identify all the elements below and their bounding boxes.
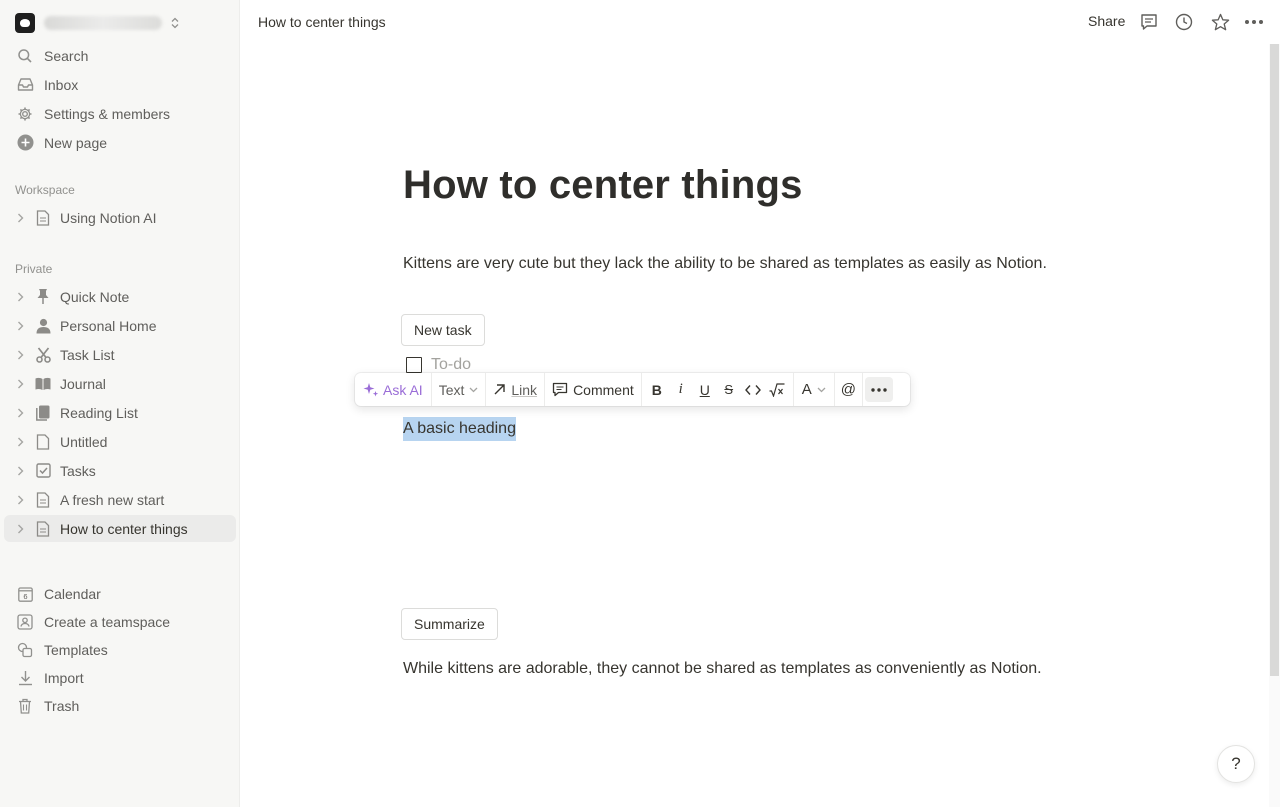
underline-button[interactable]: U xyxy=(699,381,710,398)
sidebar-inbox[interactable] xyxy=(4,71,236,98)
text-color-label: A xyxy=(801,381,812,398)
sidebar-page-tasks[interactable] xyxy=(4,457,236,484)
sidebar-new-page-label: New page xyxy=(44,134,108,151)
sidebar-new-page[interactable] xyxy=(4,129,236,156)
new-task-button[interactable]: New task xyxy=(401,314,485,346)
sidebar-page-label: A fresh new start xyxy=(60,491,165,508)
italic-button[interactable]: i xyxy=(678,381,683,397)
workspace-name-blurred xyxy=(44,16,162,30)
sidebar-page-label: Journal xyxy=(60,375,106,392)
plus-circle-icon xyxy=(16,134,34,152)
page-title[interactable]: How to center things xyxy=(403,163,803,207)
workspace-section-label: Workspace xyxy=(15,183,75,197)
sidebar-import[interactable] xyxy=(4,665,236,691)
search-icon xyxy=(16,47,34,65)
chevron-right-icon[interactable] xyxy=(14,350,26,360)
sidebar-page-using-notion-ai[interactable] xyxy=(4,204,236,231)
help-button[interactable]: ? xyxy=(1217,745,1255,783)
sidebar-page-a-fresh-new-start[interactable] xyxy=(4,486,236,513)
comments-icon[interactable] xyxy=(1138,11,1160,33)
sidebar xyxy=(0,0,240,807)
sidebar-calendar[interactable] xyxy=(4,581,236,607)
comment-icon xyxy=(552,382,568,397)
todo-placeholder[interactable]: To-do xyxy=(431,356,472,373)
todo-block[interactable] xyxy=(406,356,471,374)
sidebar-page-quick-note[interactable] xyxy=(4,283,236,310)
sidebar-page-reading-list[interactable] xyxy=(4,399,236,426)
code-icon xyxy=(745,384,761,396)
scrollbar-thumb[interactable] xyxy=(1270,44,1279,676)
sidebar-templates-label: Templates xyxy=(44,642,108,658)
sidebar-settings[interactable] xyxy=(4,100,236,127)
toolbar-divider xyxy=(641,373,642,406)
pin-icon xyxy=(34,288,52,306)
sidebar-trash[interactable] xyxy=(4,693,236,719)
book-icon xyxy=(34,375,52,393)
private-section-label: Private xyxy=(15,262,53,276)
summarize-button[interactable]: Summarize xyxy=(401,608,498,640)
ask-ai-label: Ask AI xyxy=(383,381,423,398)
sidebar-page-label: Untitled xyxy=(60,433,108,450)
bold-button[interactable]: B xyxy=(651,381,662,398)
sidebar-page-label: Using Notion AI xyxy=(60,209,157,226)
sidebar-page-label: Quick Note xyxy=(60,288,130,305)
comment-label: Comment xyxy=(573,381,634,398)
workspace-logo xyxy=(15,13,35,33)
chevron-right-icon[interactable] xyxy=(14,292,26,302)
sidebar-page-journal[interactable] xyxy=(4,370,236,397)
sidebar-page-label: How to center things xyxy=(60,520,188,537)
more-options-icon[interactable] xyxy=(1243,11,1265,33)
chevron-down-icon xyxy=(817,387,826,393)
text-type-dropdown[interactable] xyxy=(432,373,486,406)
sidebar-page-untitled[interactable] xyxy=(4,428,236,455)
gear-icon xyxy=(16,105,34,123)
calendar-icon xyxy=(16,585,34,603)
square-root-icon xyxy=(769,383,785,397)
sidebar-trash-label: Trash xyxy=(44,698,80,714)
chevron-right-icon[interactable] xyxy=(14,408,26,418)
chevron-right-icon[interactable] xyxy=(14,437,26,447)
code-button[interactable] xyxy=(741,373,765,406)
text-color-button[interactable] xyxy=(794,373,834,406)
chevron-right-icon[interactable] xyxy=(14,379,26,389)
sidebar-settings-label: Settings & members xyxy=(44,105,171,122)
chevron-updown-icon xyxy=(170,17,180,29)
link-button[interactable] xyxy=(486,373,544,406)
paragraph-block[interactable]: While kittens are adorable, they cannot be shared as templates as conveniently as Notion. xyxy=(403,660,1042,677)
sidebar-page-label: Reading List xyxy=(60,404,138,421)
chevron-right-icon[interactable] xyxy=(14,321,26,331)
inline-format-toolbar xyxy=(355,373,910,406)
selected-heading-text[interactable]: A basic heading xyxy=(403,417,516,441)
workspace-switcher[interactable] xyxy=(15,12,185,34)
sidebar-search[interactable] xyxy=(4,42,236,69)
text-type-label: Text xyxy=(438,381,465,398)
star-icon[interactable] xyxy=(1209,11,1231,33)
sidebar-inbox-label: Inbox xyxy=(44,76,79,93)
sidebar-import-label: Import xyxy=(44,670,84,686)
breadcrumb[interactable]: How to center things xyxy=(258,14,386,30)
toolbar-more-button[interactable] xyxy=(865,377,893,402)
svg-text:6: 6 xyxy=(22,591,28,601)
history-clock-icon[interactable] xyxy=(1173,11,1195,33)
sidebar-page-label: Task List xyxy=(60,346,115,363)
equation-button[interactable] xyxy=(765,373,789,406)
sidebar-page-task-list[interactable] xyxy=(4,341,236,368)
sidebar-page-label: Personal Home xyxy=(60,317,157,334)
inbox-icon xyxy=(16,76,34,94)
page-icon xyxy=(34,433,52,451)
sidebar-page-how-to-center-things[interactable] xyxy=(4,515,236,542)
teamspace-icon xyxy=(16,613,34,631)
toolbar-divider xyxy=(862,373,863,406)
chevron-right-icon[interactable] xyxy=(14,495,26,505)
chevron-right-icon[interactable] xyxy=(14,524,26,534)
sidebar-page-personal-home[interactable] xyxy=(4,312,236,339)
person-icon xyxy=(34,317,52,335)
sidebar-create-teamspace-label: Create a teamspace xyxy=(44,614,171,630)
page-icon xyxy=(34,520,52,538)
chevron-down-icon xyxy=(469,387,478,393)
paragraph-block[interactable]: Kittens are very cute but they lack the ability to be shared as templates as easily as Notion. xyxy=(403,255,1047,272)
page-icon xyxy=(34,209,52,227)
chevron-right-icon[interactable] xyxy=(14,466,26,476)
ask-ai-button[interactable] xyxy=(355,373,431,406)
sidebar-search-label: Search xyxy=(44,47,89,64)
import-icon xyxy=(16,669,34,687)
page-icon xyxy=(34,491,52,509)
sidebar-create-teamspace[interactable] xyxy=(4,609,236,635)
chevron-right-icon[interactable] xyxy=(14,213,26,223)
todo-checkbox[interactable] xyxy=(406,357,422,373)
books-icon xyxy=(34,404,52,422)
link-label: Link xyxy=(511,381,538,398)
checkbox-icon xyxy=(34,462,52,480)
topbar xyxy=(240,0,1280,44)
sidebar-templates[interactable] xyxy=(4,637,236,663)
mention-button[interactable]: @ xyxy=(840,381,856,398)
sidebar-page-label: Tasks xyxy=(60,462,96,479)
sparkle-icon xyxy=(363,382,379,398)
trash-icon xyxy=(16,697,34,715)
more-options-icon xyxy=(871,388,887,392)
scissors-icon xyxy=(34,346,52,364)
comment-button[interactable] xyxy=(545,373,641,406)
share-button[interactable]: Share xyxy=(1088,13,1126,29)
templates-icon xyxy=(16,641,34,659)
strikethrough-button[interactable]: S xyxy=(724,382,734,397)
arrow-up-right-icon xyxy=(493,383,506,396)
sidebar-calendar-label: Calendar xyxy=(44,586,101,602)
